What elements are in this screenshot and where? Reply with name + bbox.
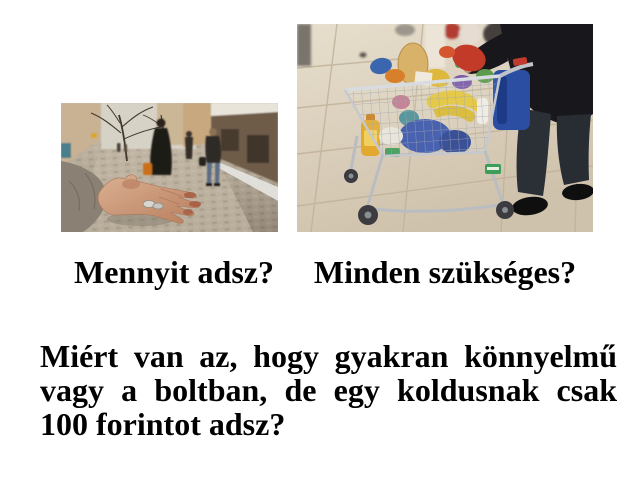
paragraph-line-1: Miért van az, hogy gyakran könnyelmű	[40, 338, 617, 374]
caption-left: Mennyit adsz?	[74, 254, 274, 290]
shopping-cart-photo-art	[297, 24, 593, 232]
paragraph-line-3: 100 forintot adsz?	[40, 406, 286, 442]
begging-hand-photo-art	[61, 103, 278, 232]
orange-bag	[143, 163, 152, 175]
begging-hand-photo	[61, 103, 278, 232]
shopping-cart-photo	[297, 24, 593, 232]
paragraph-line-2: vagy a boltban, de egy koldusnak csak	[40, 372, 617, 408]
caption-right: Minden szükséges?	[313, 254, 577, 290]
question-paragraph	[40, 339, 617, 441]
